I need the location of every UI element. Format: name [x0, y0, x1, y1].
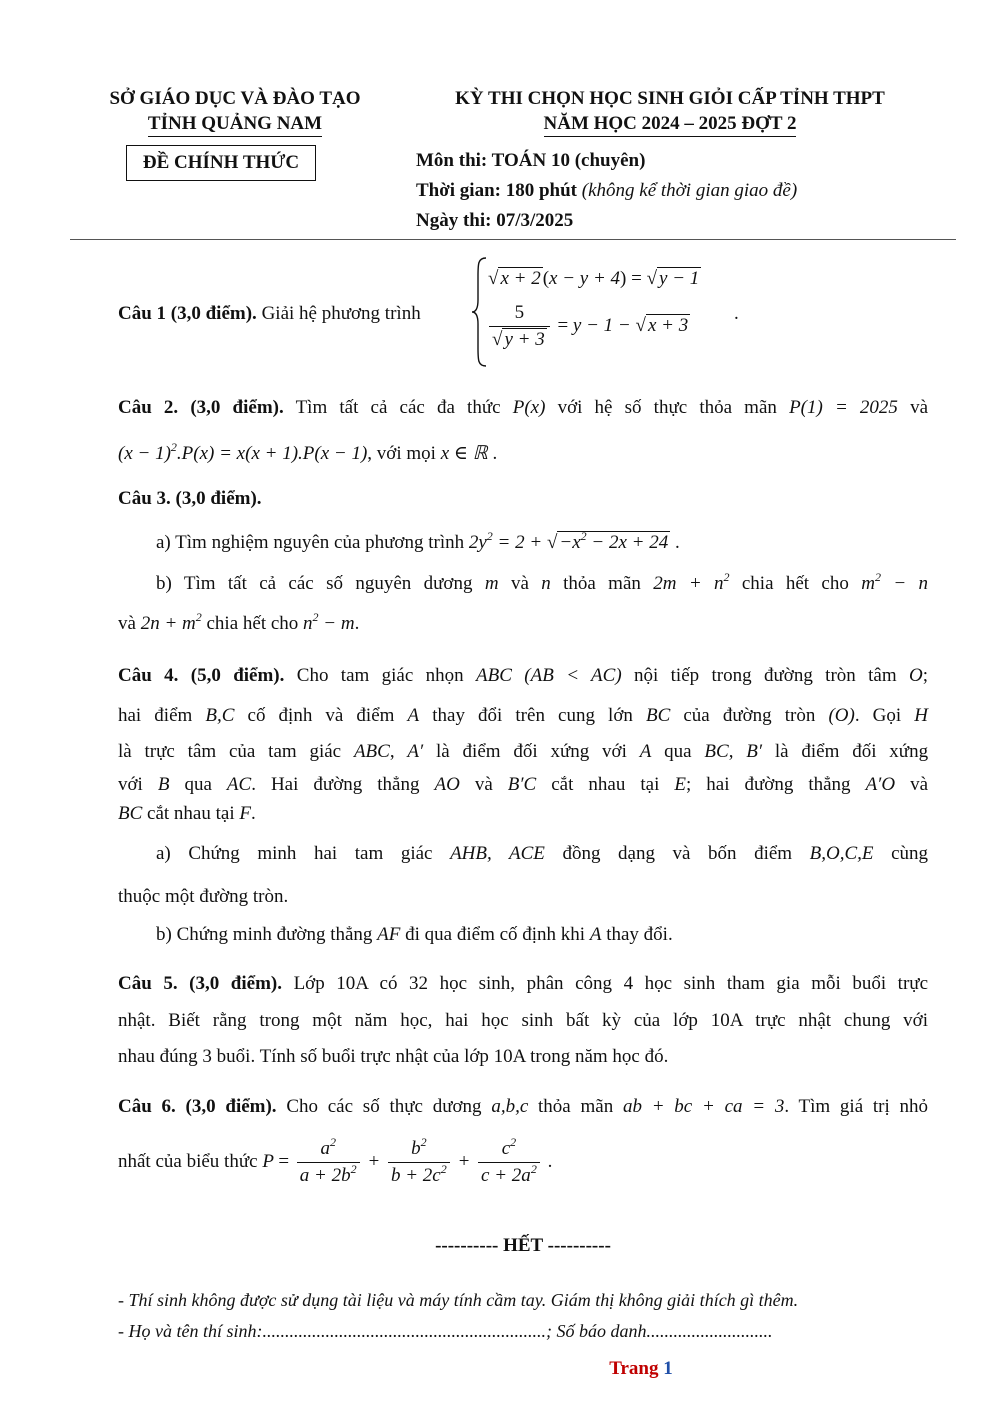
question-2-title: Câu 2. (3,0 điểm). — [118, 397, 284, 418]
question-6-text-1b: thỏa mãn — [538, 1096, 614, 1117]
equation-2: $\frac{5}{√ y + 3}$ = y − 1 − √ x + 3 — [486, 302, 690, 351]
question-4-line-4: với B qua AC. Hai đường thẳng AO và B′C cắt nhau tại E; hai đường thẳng A′O và — [118, 774, 929, 795]
exam-name: KỲ THI CHỌN HỌC SINH GIỎI CẤP TỈNH THPT — [455, 88, 885, 109]
question-4-text-4f: ; hai đường thẳng — [685, 774, 851, 795]
question-4-text-2c: thay đổi trên cung lớn — [432, 705, 633, 726]
equation-1: √ x + 2 (x − y + 4) = √ y − 1 — [488, 268, 700, 289]
question-4-line-3: là trực tâm của tam giác ABC, A′ là điểm đối xứng với A qua BC, B′ là điểm đối xứng — [118, 741, 929, 762]
question-4-line-5: BC cắt nhau tại F. — [118, 803, 256, 824]
question-1-title: Câu 1 (3,0 điểm). — [118, 303, 257, 324]
question-3b-text-3: chia hết cho — [741, 573, 849, 594]
question-6-title: Câu 6. (3,0 điểm). — [118, 1096, 277, 1117]
question-3a-text: a) Tìm nghiệm nguyên của phương trình — [156, 532, 465, 553]
time-label: Thời gian: 180 phút — [416, 180, 577, 201]
exam-info — [416, 146, 797, 236]
question-4-text-3a: là trực tâm của tam giác — [118, 741, 342, 762]
question-2-text-3: , với mọi — [367, 443, 436, 464]
question-6-text-1a: Cho các số thực dương — [286, 1096, 482, 1117]
question-5-title: Câu 5. (3,0 điểm). — [118, 973, 282, 994]
question-4b: b) Chứng minh đường thẳng AF đi qua điểm cố định khi A thay đổi. — [156, 924, 673, 945]
question-4a-text-3: cùng — [891, 843, 929, 864]
question-4-text-4b: qua — [184, 774, 212, 795]
question-6-text-1c: . Tìm giá trị nhỏ — [784, 1096, 929, 1117]
question-3b-text-5: chia hết cho — [206, 613, 299, 634]
question-4a-text-1: a) Chứng minh hai tam giác — [156, 843, 433, 864]
question-3a: a) Tìm nghiệm nguyên của phương trình $2y^2 = 2$ + √ $-x^2 - 2x + 24$ . — [156, 529, 680, 553]
question-3b-text-2: thỏa mãn — [563, 573, 641, 594]
question-5-line-1 — [118, 973, 928, 995]
question-4b-text-1: b) Chứng minh đường thẳng — [156, 924, 373, 945]
end-mark: ---------- HẾT ---------- — [435, 1235, 611, 1256]
department-name: SỞ GIÁO DỤC VÀ ĐÀO TẠO — [109, 88, 361, 109]
page-num: 1 — [663, 1358, 673, 1379]
question-2-line-2: $(x - 1)^2.P(x) = x(x + 1).P(x - 1)$, với mọi x ∈ ℝ . — [118, 440, 498, 464]
question-4a-text-2: đồng dạng và bốn điểm — [562, 843, 793, 864]
question-4a-line-2: thuộc một đường tròn. — [118, 886, 289, 907]
question-4-text-4g: và — [910, 774, 929, 795]
question-4-text-4a: với — [118, 774, 143, 795]
question-4b-text-3: thay đổi. — [606, 924, 673, 945]
page-word: Trang — [609, 1358, 659, 1379]
question-4-text-2e: . Gọi — [854, 705, 902, 726]
question-4a-line-1: a) Chứng minh hai tam giác AHB, ACE đồng dạng và bốn điểm B,O,C,E cùng — [156, 843, 929, 864]
official-badge: ĐỀ CHÍNH THỨC — [126, 145, 316, 181]
question-6-line-2: nhất của biểu thức P = $\frac{a^2}{a + 2b^2}$ + $\frac{b^2}{b + 2c^2}$ + $\frac{c^2}{c + 2a^2}$ . — [118, 1135, 553, 1186]
question-4-text-4e: cắt nhau tại — [551, 774, 660, 795]
province-name: TỈNH QUẢNG NAM — [148, 111, 322, 137]
header-divider — [70, 239, 956, 240]
question-3b-and: và — [510, 573, 529, 594]
question-3-title: Câu 3. (3,0 điểm). — [118, 488, 262, 509]
footer-note-1: - Thí sinh không được sử dụng tài liệu và máy tính cầm tay. Giám thị không giải thích gì thêm. — [118, 1290, 799, 1310]
question-3b-text-1: b) Tìm tất cả các số nguyên dương — [156, 573, 473, 594]
date-label: Ngày thi: 07/3/2025 — [416, 210, 574, 231]
question-4-text-5: cắt nhau tại — [147, 803, 235, 824]
question-6-text-2: nhất của biểu thức — [118, 1150, 258, 1172]
question-2-and: và — [910, 397, 929, 418]
question-6-line-1: Câu 6. (3,0 điểm). Cho các số thực dương a,b,c thỏa mãn ab + bc + ca = 3. Tìm giá trị nhỏ — [118, 1096, 929, 1117]
question-4-text-2d: của đường tròn — [683, 705, 816, 726]
question-1-text: Giải hệ phương trình — [261, 303, 421, 324]
question-4-text-3b: là điểm đối xứng với — [436, 741, 627, 762]
question-4-line-1: Câu 4. (5,0 điểm). Cho tam giác nhọn ABC (AB < AC) nội tiếp trong đường tròn tâm O; — [118, 665, 929, 686]
question-4-text-4c: . Hai đường thẳng — [251, 774, 420, 795]
header-exam — [410, 86, 930, 137]
question-5-line-2: nhật. Biết rằng trong một năm học, hai học sinh bất kỳ của lớp 10A trực nhật chung với — [118, 1010, 928, 1031]
question-4b-text-2: đi qua điểm cố định khi — [405, 924, 586, 945]
time-note: (không kể thời gian giao đề) — [581, 180, 798, 201]
question-2-text-2: với hệ số thực thỏa mãn — [557, 397, 777, 418]
question-3b-line-2: và $2n + m^2$ chia hết cho $n^2 - m$. — [118, 610, 360, 634]
question-4-text-2b: cố định và điểm — [247, 705, 395, 726]
question-1 — [118, 303, 421, 325]
question-5-text-1: Lớp 10A có 32 học sinh, phân công 4 học sinh tham gia mỗi buổi trực — [293, 973, 929, 994]
school-year: NĂM HỌC 2024 – 2025 ĐỢT 2 — [544, 111, 797, 137]
footer-note-2: - Họ và tên thí sinh:...............................................................; Số báo danh............................ — [118, 1321, 773, 1341]
question-2-line-1: Câu 2. (3,0 điểm). Tìm tất cả các đa thức P(x) với hệ số thực thỏa mãn P(1) = 2025 và — [118, 397, 929, 418]
question-3b-text-4: và — [118, 613, 136, 634]
question-4-text-1b: nội tiếp trong đường tròn tâm — [634, 665, 897, 686]
header-department — [80, 86, 390, 137]
question-4-line-2: hai điểm B,C cố định và điểm A thay đổi trên cung lớn BC của đường tròn (O). Gọi H — [118, 705, 929, 726]
question-4-text-1: Cho tam giác nhọn — [296, 665, 464, 686]
question-4-text-3c: qua — [664, 741, 692, 762]
question-4-title: Câu 4. (5,0 điểm). — [118, 665, 285, 686]
question-3b-line-1: b) Tìm tất cả các số nguyên dương m và n thỏa mãn $2m + n^2$ chia hết cho $m^2 - n$ — [156, 570, 929, 594]
question-2-text: Tìm tất cả các đa thức — [295, 397, 501, 418]
question-4-text-4d: và — [474, 774, 493, 795]
question-4-text-2a: hai điểm — [118, 705, 193, 726]
question-5-line-3: nhau đúng 3 buổi. Tính số buổi trực nhật của lớp 10A trong năm học đó. — [118, 1046, 669, 1067]
page-number — [0, 1358, 1000, 1380]
question-4-text-3d: là điểm đối xứng — [774, 741, 929, 762]
subject-label: Môn thi: TOÁN 10 (chuyên) — [416, 150, 646, 171]
equation-period: . — [734, 303, 739, 324]
